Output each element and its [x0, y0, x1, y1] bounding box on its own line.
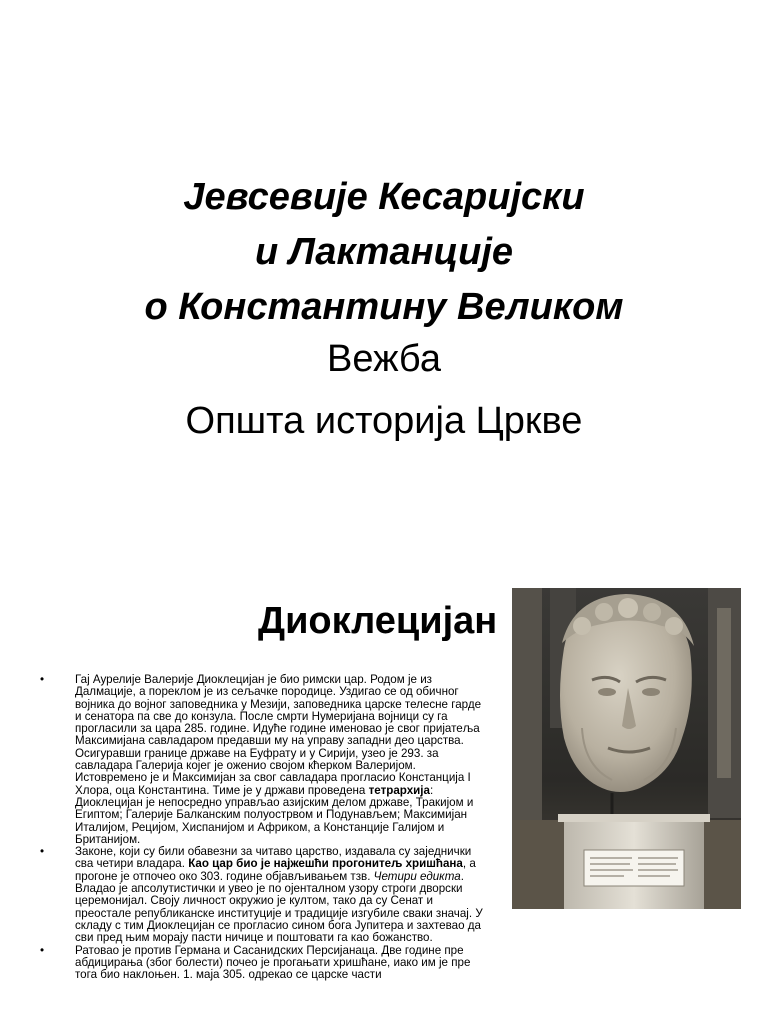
- bullet-2-text-c: . Владао је апсолутистички и увео је по ојенталном узору строги дворски церемонијал. Своју личност окружио је култом, тако да су Сенат и преостале републиканске институције и традиције изгубиле сваки значај. У складу с тим Диоклецијан се прогласио сином бога Јупитера и захтевао да сви пред њим морају пасти ничице и поштовати га као божанство.: [75, 869, 483, 945]
- list-item: [40, 846, 490, 944]
- subtitle-exercise: Вежба: [327, 338, 441, 380]
- bullet-1-text-b: : Диоклецијан је непосредно управљао азијским делом државе, Тракијом и Египтом; Галерије Балканским полуострвом и Подунављем; Максимијан Италијом, Рецијом, Хиспанијом и Африком, а Констанције Галијом и Британијом.: [75, 783, 474, 846]
- content-slide-title: Диоклецијан: [258, 600, 498, 642]
- bullet-2-text-b: , а прогоне је отпочео око 303. године објављивањем тзв.: [75, 857, 476, 883]
- list-item: [40, 945, 490, 982]
- diocletian-bust-photo: [512, 588, 741, 909]
- title-line-1: Јевсевије Кесаријски: [183, 176, 585, 218]
- bust-photo-drawing: [512, 588, 741, 909]
- title-line-3: о Константину Великом: [144, 286, 624, 328]
- list-item: [40, 674, 490, 846]
- bullet-1-text-a: Гај Аурелије Валерије Диоклецијан је био римски цар. Родом је из Далмације, а пореклом је из сељачке породице. Уздигао се од обичног војника до војног заповедника у Мезији, заповедника царске телесне гарде и сенатора па све до конзула. После смрти Нумеријана војници су га прогласили за цара 285. године. Идуће године именовао је свог пријатеља Максимијана савладаром предавши му на управу западни део царства. Осигуравши границе државе на Еуфрату и у Сирији, узео је 293. за савладара Галерија којег је оженио својом кћерком Валеријом. Истовремено је и Максимијан за свог савладара прогласио Констанција I Хлора, оца Константина. Тиме је у држави проведена: [75, 673, 482, 797]
- bullet-3-text-a: Ратовао је против Германа и Сасанидских Персијанаца. Две године пре абдицирања (због болести) почео је прогањати хришћане, иако им је пре тога био наклоњен. 1. маја 305. одрекао се царске части: [75, 943, 471, 982]
- bullet-dot: •: [40, 943, 45, 957]
- bullet-list: [40, 674, 490, 981]
- subtitle-course: Општа историја Цркве: [185, 400, 583, 442]
- bullet-2-italic: Четири едикта: [373, 869, 461, 883]
- title-line-2: и Лактанције: [254, 231, 514, 273]
- bullet-2-text-a: Законе, који су били обавезни за читаво царство, издавала су заједнички сва четири владара.: [75, 845, 472, 871]
- bullet-dot: •: [40, 673, 45, 686]
- bullet-1-bold: тетрархија: [368, 783, 430, 797]
- slide-title: [0, 170, 768, 335]
- bullet-2-bold: Као цар био је најжешћи прогонитељ хришћана: [188, 857, 463, 871]
- bullet-dot: •: [40, 845, 45, 859]
- content-slide: [0, 576, 768, 1024]
